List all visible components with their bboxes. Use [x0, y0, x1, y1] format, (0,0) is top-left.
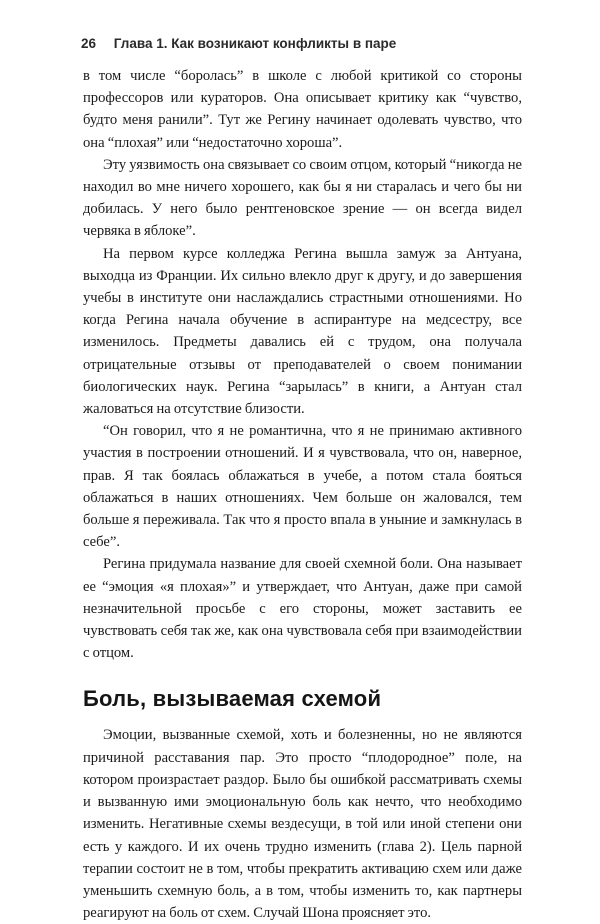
paragraph-continued: в том числе “боролась” в школе с любой критикой со стороны профессоров или кураторов. Она описывает критику как “чувство, будто меня ранили”. Тут же Регину начинает одолевать чувство, что она “плохая” или “недостаточно хороша”. — [83, 68, 522, 151]
paragraph-section: Эмоции, вызванные схемой, хоть и болезненны, но не являются причиной расставания пар. Это просто “плодородное” поле, на котором произрастает раздор. Было бы ошибкой рассматривать схемы и вызванную ими эмоциональную боль как нечто, что необходимо изменить. Негативные схемы вездесущи, в той или иной степени они есть у каждого. И их очень трудно изменить (глава 2). Цель парной терапии состоит не в том, чтобы прекратить активацию схем или даже уменьшить схемную боль, а в том, чтобы изменить то, как партнеры реагируют на боль от схем. Случай Шона проясняет это. — [83, 727, 522, 922]
paragraph-marriage: На первом курсе колледжа Регина вышла замуж за Антуана, выходца из Франции. Их сильно влекло друг к другу, и до завершения учебы в институте они наслаждались страстными отношениями. Но когда Регина начала обучение в аспирантуре на медсестру, все изменилось. Предметы давались ей с трудом, она получала отрицательные отзывы от преподавателей о своем понимании биологических наук. Регина “зарылась” в книги, а Антуан стал жаловаться на отсутствие близости. — [83, 245, 522, 418]
chapter-title: Глава 1. Как возникают конфликты в паре — [113, 36, 397, 51]
paragraph-quote: “Он говорил, что я не романтична, что я не принимаю активного участия в построении отношений. И я чувствовала, что он, наверное, прав. Я так боялась облажаться в учебе, а потом стала бояться облажаться в наших отношениях. Чем больше он жаловался, тем больше я переживала. Так что я просто впала в уныние и замкнулась в себе”. — [83, 423, 522, 551]
page-number: 26 — [81, 36, 97, 51]
section-heading: Боль, вызываемая схемой — [83, 686, 382, 712]
paragraph-father: Эту уязвимость она связывает со своим отцом, который “никогда не находил во мне ничего хорошего, как бы я ни старалась и чего бы ни добилась. У него было рентгеновское зрение — он всегда видел червяка в яблоке”. — [83, 156, 522, 240]
paragraph-schema-name: Регина придумала название для своей схемной боли. Она называет ее “эмоция «я плохая»” и утверждает, что Антуан, даже при самой незначительной просьбе с его стороны, может заставить ее чувствовать себя так же, как она чувствовала себя при взаимодействии с отцом. — [83, 556, 522, 662]
running-header — [81, 36, 522, 51]
